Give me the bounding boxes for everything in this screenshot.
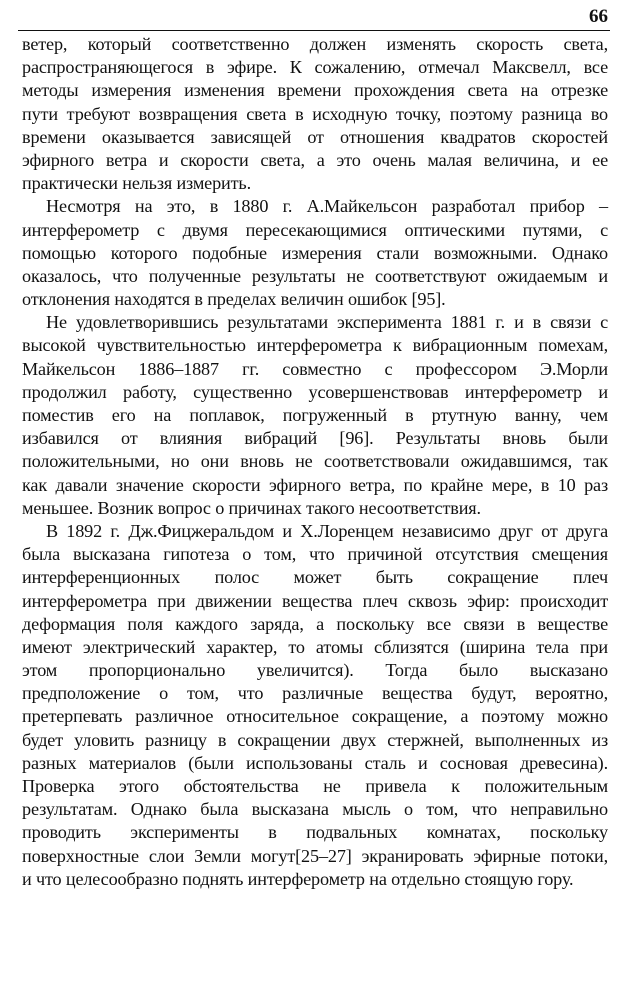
text-line: и что целесообразно поднять интерферометр на отдельно стоящую гору. — [22, 868, 574, 889]
paragraph — [22, 520, 608, 891]
text-line: интерференционных полос может быть сокращение плеч — [22, 567, 608, 588]
text-line: избавился от влияния вибраций [96]. Результаты вновь были — [22, 428, 608, 449]
text-line: высокой чувствительностью интерферометра к вибрационным помехам, — [22, 335, 608, 356]
text-line: Проверка этого обстоятельства не привела к положительным — [22, 776, 608, 796]
text-line: времени оказывается зависящей от отношения квадратов скоростей — [22, 126, 608, 147]
text-line: положительными, но они вновь не соответствовали ожидавшимся, так — [22, 451, 608, 472]
page-number: 66 — [589, 6, 608, 27]
text-line: эфирного ветра и скорости света, а это очень малая величина, и ее — [22, 149, 608, 170]
text-line: распространяющегося в эфире. К сожалению, отмечал Максвелл, все — [22, 57, 608, 78]
text-line: Майкельсон 1886–1887 гг. совместно с профессором Э.Морли — [22, 358, 608, 379]
body-text — [22, 33, 608, 891]
text-line: отклонения находятся в пределах величин ошибок [95]. — [22, 289, 446, 310]
text-line: как давали значение скорости эфирного ветра, по крайне мере, в 10 раз — [22, 474, 608, 495]
text-line: ветер, который соответственно должен изменять скорость света, — [22, 34, 608, 54]
text-line: имеют электрический характер, то атомы сблизятся (ширина тела при — [22, 636, 608, 657]
text-line: предположение о том, что различные вещества будут, вероятно, — [22, 683, 608, 704]
text-line: проводить эксперименты в подвальных комнатах, поскольку — [22, 822, 608, 843]
text-line: претерпевать различное относительное сокращение, а поэтому можно — [22, 706, 608, 727]
paragraph — [22, 33, 608, 195]
text-line: оказалось, что полученные результаты не соответствуют ожидаемым и — [22, 265, 608, 286]
text-line: меньшее. Возник вопрос о причинах такого несоответствия. — [22, 497, 481, 518]
text-line: практически нельзя измерить. — [22, 173, 251, 194]
text-line: продолжил работу, существенно усовершенствовав интерферометр и — [22, 381, 608, 402]
text-line: методы измерения изменения времени прохождения света на отрезке — [22, 80, 608, 101]
text-line: Несмотря на это, в 1880 г. А.Майкельсон разработал прибор – — [46, 196, 608, 217]
text-line: результатам. Однако была высказана мысль о том, что неправильно — [22, 799, 608, 820]
text-line: была высказана гипотеза о том, что причиной отсутствия смещения — [22, 544, 608, 565]
paragraph — [22, 195, 608, 311]
header-rule — [18, 30, 610, 31]
text-line: помощью которого подобные измерения стали возможными. Однако — [22, 242, 608, 263]
text-line: В 1892 г. Дж.Фицжеральдом и Х.Лоренцем независимо друг от друга — [46, 520, 608, 541]
text-line: деформация поля каждого заряда, а поскольку все связи в веществе — [22, 613, 608, 634]
text-line: поверхностные слои Земли могут[25–27] экранировать эфирные потоки, — [22, 845, 608, 866]
text-line: пути требуют возвращения света в исходную точку, поэтому разница во — [22, 103, 608, 124]
text-line: разных материалов (были использованы сталь и сосновая древесина). — [22, 752, 608, 773]
text-line: этом пропорционально увеличится). Тогда было высказано — [22, 660, 608, 681]
text-line: Не удовлетворившись результатами эксперимента 1881 г. и в связи с — [46, 312, 608, 333]
text-line: интерферометра при движении вещества плеч сквозь эфир: происходит — [22, 590, 608, 611]
text-line: поместив его на поплавок, погруженный в ртутную ванну, чем — [22, 405, 608, 425]
paragraph — [22, 311, 608, 520]
text-line: будет уловить разницу в сокращении двух стержней, выполненных из — [22, 729, 608, 750]
text-line: интерферометр с двумя пересекающимися оптическими путями, с — [22, 219, 608, 240]
